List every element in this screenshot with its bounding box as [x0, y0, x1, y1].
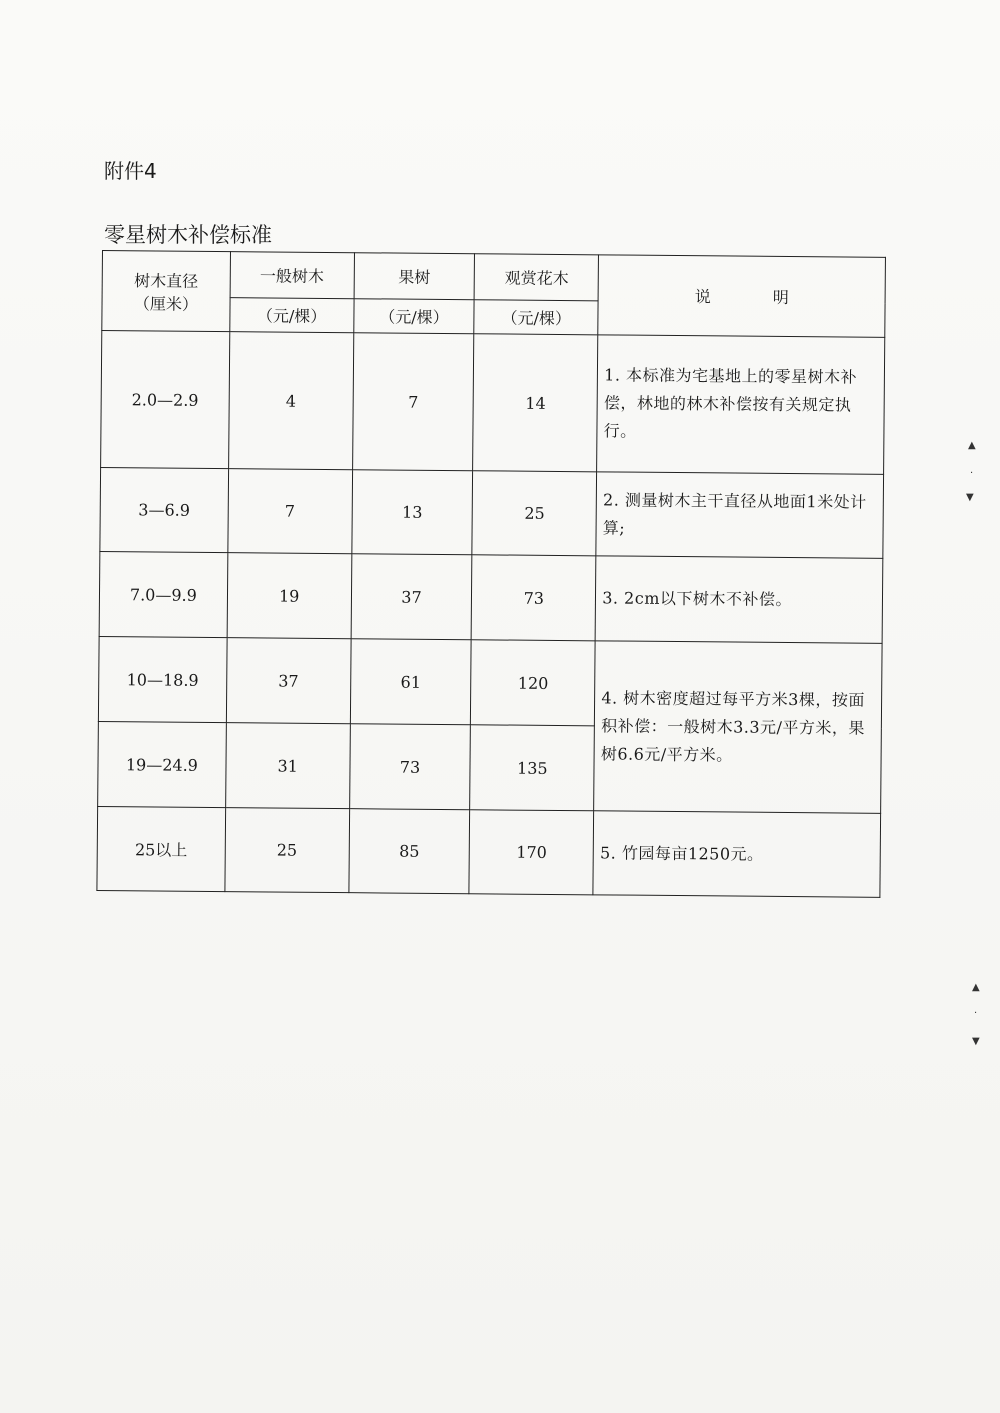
cell-general: 31	[225, 723, 350, 809]
header-unit-general: （元/棵）	[230, 298, 354, 333]
binding-hole-mark: ▼	[966, 492, 974, 503]
table-row	[97, 806, 881, 897]
cell-diameter: 10—18.9	[98, 636, 227, 722]
cell-fruit: 73	[349, 724, 471, 810]
table-row	[99, 551, 883, 643]
cell-ornamental: 135	[470, 725, 595, 811]
note-1: 1. 本标准为宅基地上的零星树木补偿，林地的林木补偿按有关规定执行。	[597, 335, 885, 474]
cell-general: 37	[226, 638, 351, 724]
attachment-label: 附件4	[104, 159, 157, 183]
header-unit-ornamental: （元/棵）	[474, 300, 598, 335]
note-5: 5. 竹园每亩1250元。	[593, 811, 880, 897]
cell-fruit: 85	[349, 809, 471, 894]
header-diameter-unit: （厘米）	[133, 293, 199, 314]
cell-fruit: 61	[350, 639, 472, 725]
header-fruit-trees: 果树	[354, 253, 475, 300]
cell-ornamental: 14	[473, 334, 598, 472]
cell-fruit: 37	[351, 554, 473, 640]
cell-general: 25	[225, 808, 350, 893]
header-general-trees: 一般树木	[230, 252, 354, 299]
cell-general: 7	[228, 469, 353, 554]
table-row	[100, 467, 884, 558]
binding-hole-mark: ▼	[972, 1036, 980, 1047]
binding-hole-mark: ·	[970, 468, 974, 479]
cell-diameter: 7.0—9.9	[99, 551, 228, 637]
header-unit-fruit: （元/棵）	[353, 299, 474, 334]
note-4: 4. 树木密度超过每平方米3棵，按面积补偿：一般树木3.3元/平方米，果树6.6元/平方米。	[594, 641, 882, 813]
binding-hole-mark: ·	[974, 1008, 978, 1019]
cell-fruit: 13	[351, 470, 473, 555]
cell-ornamental: 170	[469, 810, 594, 895]
header-diameter	[102, 251, 231, 332]
cell-ornamental: 120	[471, 640, 596, 726]
note-3: 3. 2cm以下树木不补偿。	[595, 556, 882, 643]
header-ornamental-trees: 观赏花木	[475, 254, 599, 301]
cell-general: 19	[227, 553, 352, 639]
table-row	[101, 331, 885, 475]
cell-diameter: 3—6.9	[100, 467, 229, 552]
header-diameter-label: 树木直径	[134, 270, 199, 291]
cell-ornamental: 73	[472, 555, 597, 641]
compensation-table	[96, 250, 886, 898]
cell-diameter: 2.0—2.9	[101, 331, 230, 469]
header-notes: 说明	[598, 255, 885, 337]
table-row	[98, 636, 882, 728]
cell-fruit: 7	[352, 333, 474, 471]
cell-general: 4	[228, 332, 353, 470]
binding-hole-mark: ▲	[968, 440, 976, 451]
binding-hole-mark: ▲	[972, 982, 980, 993]
document-title: 零星树木补偿标准	[104, 223, 272, 247]
note-2: 2. 测量树木主干直径从地面1米处计算;	[596, 472, 883, 558]
header-row	[102, 251, 885, 304]
cell-diameter: 19—24.9	[98, 721, 227, 807]
cell-diameter: 25以上	[97, 806, 226, 891]
cell-ornamental: 25	[472, 471, 597, 556]
